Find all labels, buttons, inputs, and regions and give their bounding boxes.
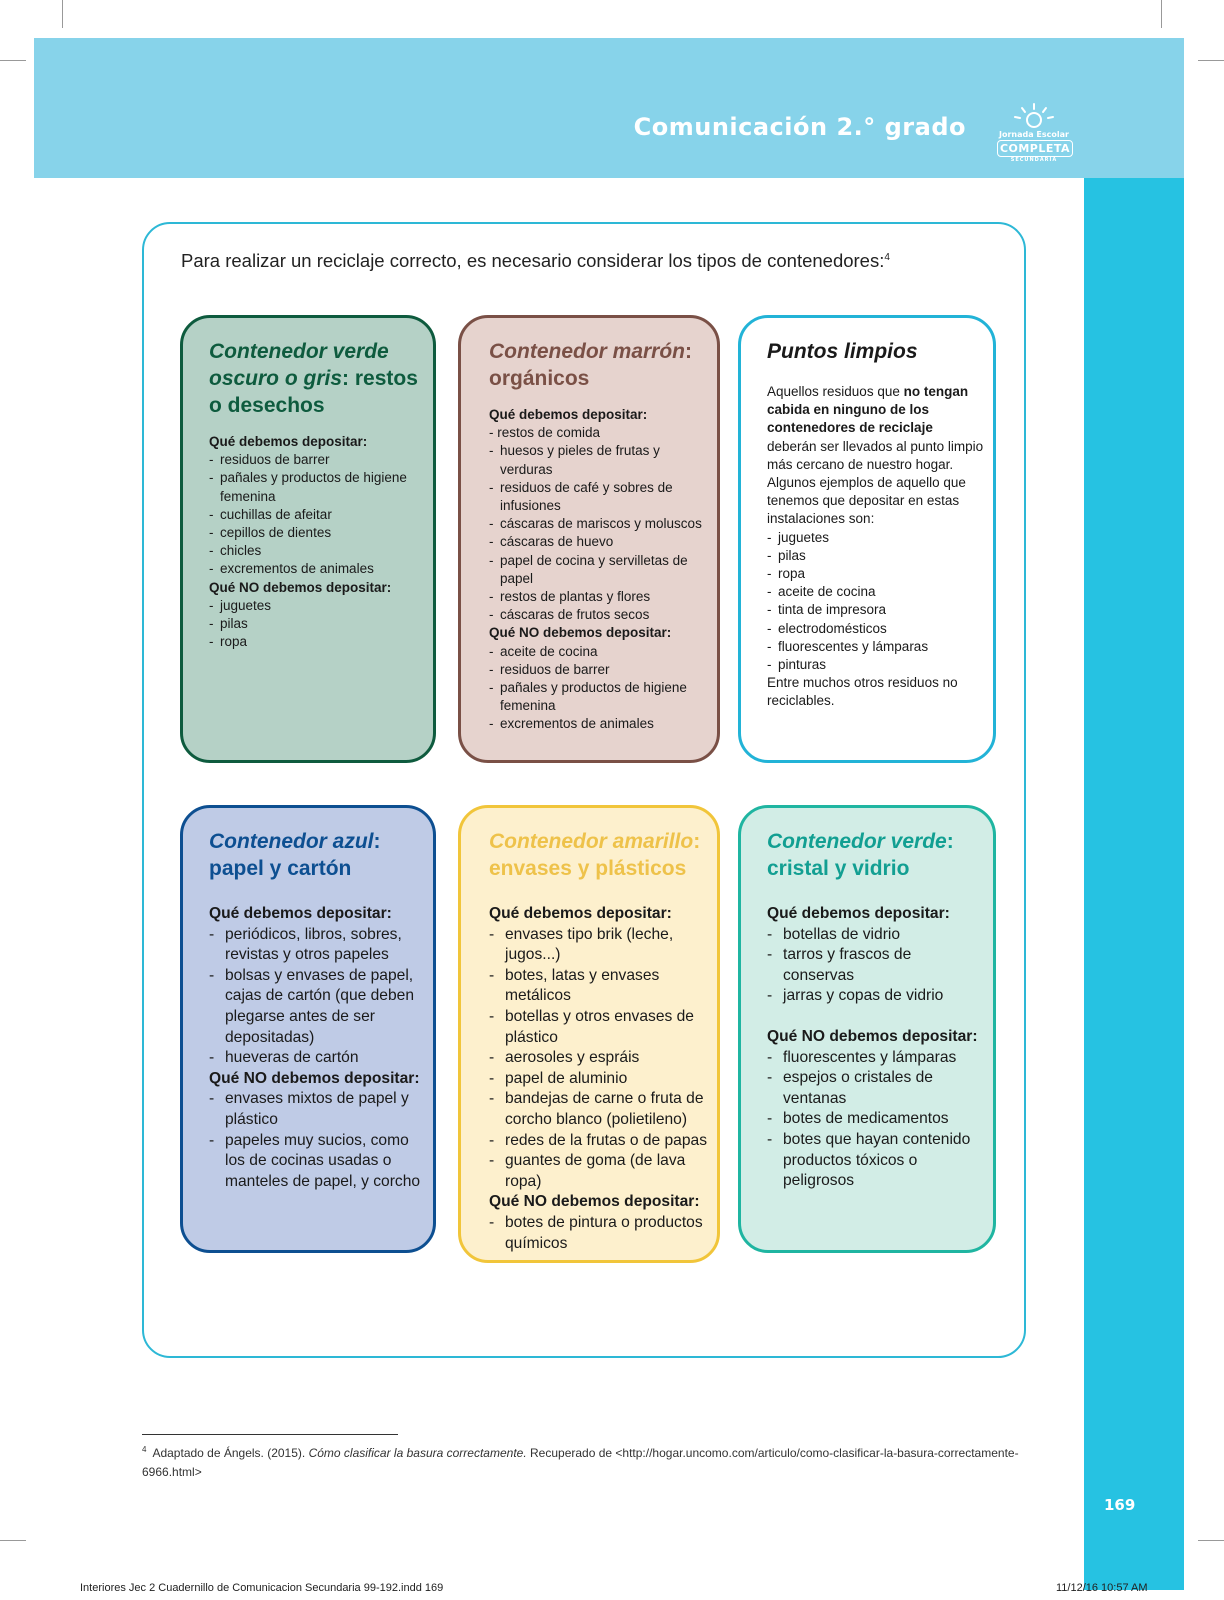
list-item: - botes de pintura o productos químicos: [489, 1213, 709, 1254]
footnote-ref: 4: [884, 251, 890, 263]
list-item: - bolsas y envases de papel, cajas de cartón (que deben plegarse antes de ser depositadas): [209, 966, 425, 1048]
list-item: - pinturas: [767, 656, 985, 674]
card-title-name: Contenedor verde: [767, 830, 947, 853]
card-title-subject: : papel y cartón: [209, 830, 381, 880]
card-intro-b: no tengan cabida en ninguno de los contenedores de reciclaje: [767, 384, 969, 436]
card-title-name: Contenedor amarillo: [489, 830, 694, 853]
side-band: [1084, 178, 1184, 1590]
list-no-depositar: [209, 1089, 425, 1192]
card-title-subject: : restos o desechos: [209, 367, 418, 417]
list-item: - bandejas de carne o fruta de corcho blanco (polietileno): [489, 1089, 709, 1130]
list-item: - espejos o cristales de ventanas: [767, 1068, 985, 1109]
list-puntos-limpios: [767, 529, 985, 675]
jec-logo: [993, 102, 1075, 164]
list-item: - botellas de vidrio: [767, 925, 985, 946]
list-item: - botes que hayan contenido productos tóxicos o peligrosos: [767, 1130, 985, 1192]
list-item: - ropa: [767, 565, 985, 583]
list-item: - chicles: [209, 542, 425, 560]
list-item: - envases mixtos de papel y plástico: [209, 1089, 425, 1130]
section-heading: Qué debemos depositar:: [209, 905, 392, 922]
logo-line-1: Jornada Escolar: [999, 130, 1069, 139]
list-item: - periódicos, libros, sobres, revistas y otros papeles: [209, 925, 425, 966]
list-item: - fluorescentes y lámparas: [767, 638, 985, 656]
card-intro-c: deberán ser llevados al punto limpio más cercano de nuestro hogar. Algunos ejemplos de aquello que tenemos que depositar en estas instalaciones son:: [767, 438, 984, 527]
list-no-depositar: [489, 1213, 709, 1254]
card-title-subject: : envases y plásticos: [489, 830, 701, 880]
card-title: [767, 338, 985, 365]
print-file-info: Interiores Jec 2 Cuadernillo de Comunicacion Secundaria 99-192.indd 169: [80, 1582, 444, 1594]
section-heading: Qué debemos depositar:: [489, 407, 648, 422]
card-contenedor-marron: [458, 315, 720, 763]
section-heading: Qué NO debemos depositar:: [209, 1069, 420, 1087]
list-item: - juguetes: [767, 529, 985, 547]
list-item: - cáscaras de mariscos y moluscos: [489, 515, 709, 533]
intro-sentence: Para realizar un reciclaje correcto, es necesario considerar los tipos de contenedores:: [181, 250, 885, 271]
footnote-divider: [142, 1434, 398, 1435]
list-item: - pañales y productos de higiene femenina: [209, 469, 425, 505]
list-no-depositar: [209, 597, 425, 652]
list-depositar: [489, 925, 709, 1193]
list-item: - papeles muy sucios, como los de cocinas usadas o manteles de papel, y corcho: [209, 1131, 425, 1193]
list-item: - cáscaras de huevo: [489, 533, 709, 551]
list-item: - ropa: [209, 633, 425, 651]
list-item: - cáscaras de frutos secos: [489, 606, 709, 624]
list-no-depositar: [767, 1048, 985, 1192]
sun-icon: [993, 102, 1075, 132]
list-item: - envases tipo brik (leche, jugos...): [489, 925, 709, 966]
section-heading: Qué NO debemos depositar:: [489, 625, 672, 641]
list-item: - restos de plantas y flores: [489, 588, 709, 606]
card-title-subject: : cristal y vidrio: [767, 830, 954, 880]
list-depositar: [209, 451, 425, 578]
card-outro: Entre muchos otros residuos no reciclables.: [767, 675, 958, 709]
list-item: - aerosoles y espráis: [489, 1048, 709, 1069]
list-depositar: [489, 442, 709, 624]
page-title: Comunicación 2.° grado: [633, 113, 966, 141]
footnote-title: Cómo clasificar la basura correctamente.: [308, 1446, 527, 1460]
list-item: - botellas y otros envases de plástico: [489, 1007, 709, 1048]
footnote-pre: Adaptado de Ángels. (2015).: [152, 1446, 309, 1460]
list-item: - hueveras de cartón: [209, 1048, 425, 1069]
footnote-number: 4: [142, 1445, 147, 1454]
list-item: - cuchillas de afeitar: [209, 506, 425, 524]
card-title-name: Contenedor azul: [209, 830, 374, 853]
list-item: - cepillos de dientes: [209, 524, 425, 542]
section-heading: Qué debemos depositar:: [209, 434, 368, 449]
crop-mark: [1161, 0, 1162, 28]
list-item: - pilas: [767, 547, 985, 565]
list-no-depositar: [489, 643, 709, 734]
card-intro-a: Aquellos residuos que: [767, 384, 904, 399]
list-item: - excrementos de animales: [489, 715, 709, 733]
card-intro: [767, 383, 985, 529]
list-depositar: [767, 925, 985, 1007]
list-item: - fluorescentes y lámparas: [767, 1048, 985, 1069]
card-title: [767, 828, 985, 882]
card-contenedor-gris: [180, 315, 436, 763]
section-heading: Qué debemos depositar:: [767, 905, 950, 922]
card-contenedor-amarillo: [458, 805, 720, 1263]
list-item: - tinta de impresora: [767, 601, 985, 619]
list-item: - papel de cocina y servilletas de papel: [489, 552, 709, 588]
card-title: [489, 338, 709, 392]
list-item: - pilas: [209, 615, 425, 633]
list-item: - aceite de cocina: [489, 643, 709, 661]
list-item: - juguetes: [209, 597, 425, 615]
list-item: - residuos de café y sobres de infusiones: [489, 479, 709, 515]
list-item: - residuos de barrer: [209, 451, 425, 469]
list-item: - tarros y frascos de conservas: [767, 945, 985, 986]
crop-mark: [1198, 60, 1224, 61]
card-title-name: Contenedor verde oscuro o gris: [209, 340, 389, 390]
footnote-post: Recuperado de <http://hogar.uncomo.com/articulo/como-clasificar-la-basura-correctamente-6966.html>: [142, 1446, 1019, 1479]
list-item: - botes de medicamentos: [767, 1109, 985, 1130]
list-item: - papel de aluminio: [489, 1069, 709, 1090]
card-title: [209, 338, 425, 419]
list-depositar: [209, 925, 425, 1069]
list-item: - redes de la frutas o de papas: [489, 1131, 709, 1152]
crop-mark: [62, 0, 63, 28]
print-date-info: 11/12/16 10:57 AM: [1056, 1582, 1148, 1594]
list-item: - aceite de cocina: [767, 583, 985, 601]
list-item: - excrementos de animales: [209, 560, 425, 578]
footnote: [142, 1440, 1022, 1482]
card-title: [209, 828, 425, 882]
list-item: - jarras y copas de vidrio: [767, 986, 985, 1007]
card-puntos-limpios: [738, 315, 996, 763]
card-title-name: Puntos limpios: [767, 340, 918, 363]
list-item: - huesos y pieles de frutas y verduras: [489, 442, 709, 478]
crop-mark: [0, 60, 26, 61]
card-contenedor-azul: [180, 805, 436, 1253]
section-heading: Qué NO debemos depositar:: [767, 1027, 978, 1045]
section-heading: Qué NO debemos depositar:: [209, 579, 392, 595]
card-title-subject: : orgánicos: [489, 340, 693, 390]
page-number: 169: [1104, 1496, 1136, 1514]
section-heading: Qué NO debemos depositar:: [489, 1193, 700, 1211]
crop-mark: [1198, 1540, 1224, 1541]
logo-line-3: SECUNDARIA: [1010, 157, 1058, 163]
spacer: [767, 1007, 985, 1027]
card-title-name: Contenedor marrón: [489, 340, 686, 363]
card-contenedor-verde: [738, 805, 996, 1253]
crop-mark: [0, 1540, 26, 1541]
section-heading: Qué debemos depositar:: [489, 905, 672, 922]
list-item-first: - restos de comida: [489, 425, 601, 441]
list-item: - residuos de barrer: [489, 661, 709, 679]
intro-text: [181, 250, 890, 272]
list-item: - guantes de goma (de lava ropa): [489, 1151, 709, 1192]
list-item: - electrodomésticos: [767, 620, 985, 638]
logo-line-2: COMPLETA: [997, 140, 1073, 157]
card-title: [489, 828, 709, 882]
list-item: - pañales y productos de higiene femenina: [489, 679, 709, 715]
list-item: - botes, latas y envases metálicos: [489, 966, 709, 1007]
